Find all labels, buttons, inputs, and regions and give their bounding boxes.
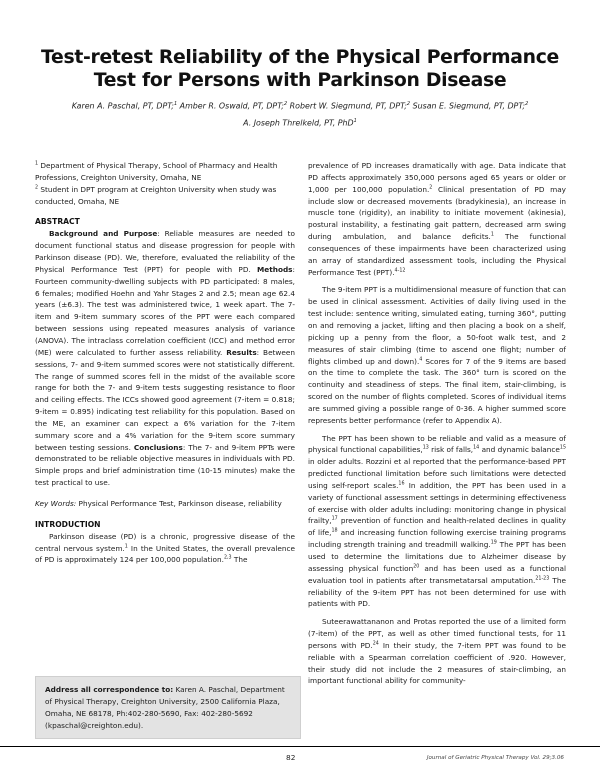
left-column: [35, 160, 295, 566]
citation: 4: [419, 357, 423, 363]
keywords-text: Physical Performance Test, Parkinson disease, reliability: [76, 498, 282, 508]
affil-marker: 2: [525, 101, 529, 107]
correspondence-details: Karen A. Paschal, Department of Physical Therapy, Creighton University, 2500 California Plaza, Omaha, NE 68178, Ph:402-280-5690, Fax: 402-280-5692 (kpaschal@creighton.edu).: [45, 685, 285, 730]
affiliation-1: [35, 160, 295, 184]
footer-rule: [0, 746, 600, 747]
introduction-paragraph: [35, 531, 295, 567]
introduction-heading: INTRODUCTION: [35, 519, 101, 529]
page-number: 82: [286, 753, 296, 762]
citation: 13: [422, 445, 429, 451]
affil-marker: 1: [353, 117, 357, 124]
citation: 16: [398, 481, 405, 487]
right-paragraph-1: [308, 160, 566, 278]
text-run: Suteerawattananon and Protas reported the use of a limited form (7-item) of the PPT, as well as other timed functional tests, for 11 persons with PD.: [308, 617, 566, 650]
text-run: The: [231, 555, 248, 565]
right-paragraph-3: [308, 433, 566, 611]
citation: 2,3: [223, 556, 232, 562]
right-paragraph-2: [308, 284, 566, 426]
author-line-1: [30, 97, 570, 114]
title-line-1: Test-retest Reliability of the Physical Performance: [41, 47, 559, 68]
author-paschal: Karen A. Paschal, PT, DPT;: [71, 101, 174, 111]
citation: 1: [124, 544, 128, 550]
text-run: The reliability of the 9-item PPT has not been determined for use with patients with PD.: [308, 575, 566, 609]
affiliations: [35, 160, 295, 207]
citation: 19: [490, 540, 497, 546]
text-run: and has been used as a functional evaluation tool in patients after transmetatarsal amputation.: [308, 563, 566, 585]
citation: 1: [490, 232, 494, 238]
affil-text: Department of Physical Therapy, School of Pharmacy and Health Professions, Creighton University, Omaha, NE: [35, 161, 278, 182]
text-run: Clinical presentation of PD may include slow or decreased movements (bradykinesia), an increase in muscle tone (rigidity), an inability to initiate movement (akinesia), postural instability, a festinating gait pattern, decreased arm swing during ambulation, and balance deficits.: [308, 184, 566, 242]
article-title: [40, 47, 560, 92]
affil-marker: 1: [173, 101, 178, 107]
text-run: In the United States, the overall prevalence of PD is approximately 124 per 100,000 population.: [35, 543, 295, 565]
text-run: Parkinson disease (PD) is a chronic, progressive disease of the central nervous system.: [35, 531, 295, 553]
background-label: Background and Purpose: [49, 229, 158, 239]
conclusions-label: Conclusions: [133, 442, 183, 452]
citation: 2: [429, 185, 433, 191]
text-run: prevention of function and health-related declines in quality of life,: [308, 516, 566, 538]
correspondence-text: [45, 684, 292, 731]
text-run: The PPT has been used to determine the limitations due to Alzheimer disease by assessing physical function: [308, 540, 566, 573]
text-run: The 9-item PPT is a multidimensional measure of function that can be used in clinical assessment. Activities of daily living used in the test include: sentence writing, simulated eating, turning 360°, putting on and removing a jacket, lifting and then placing a book on a shelf, picking up a penny from the floor, a 50-foot walk test, and 2 measures of stair climbing (time to ascend one flight; number of flights climbed up and down).: [308, 285, 566, 366]
results-text: : Between sessions, 7- and 9-item summed scores were not statistically different. The range of summed scores fell in the midst of the available score range for both the 7- and 9-item tests suggesting resistance to floor and ceiling effects. The ICCs showed good agreement (7-item = 0.818; 9-item = 0.895) indicating test reliability for this population. Based on the ME, an examiner can expect a 6% variation for the 7-item summary score and a 4% variation for the 9-item score summary between testing sessions.: [35, 347, 295, 452]
citation: 15: [559, 445, 566, 451]
text-run: and increasing function following exercise training programs including strength training and treadmill walking.: [308, 528, 566, 550]
keywords-label: Key Words:: [35, 498, 77, 508]
citation: 24: [372, 641, 379, 647]
author-line-2: [30, 114, 570, 131]
text-run: The PPT has been shown to be reliable and valid as a measure of physical functional capabilities,: [308, 433, 566, 455]
right-paragraph-4: [308, 616, 566, 687]
text-run: in older adults. Rozzini et al reported that the performance-based PPT predicted functional limitation before such limitations were detected using self-report scales.: [308, 457, 566, 490]
background-text: : Reliable measures are needed to document functional status and disease progression for people with Parkinson disease (PD). We, therefore, evaluated the reliability of the Physical Performance Test (PPT) for people with PD.: [35, 229, 295, 274]
citation: 17: [331, 517, 338, 523]
text-run: risk of falls,: [428, 445, 474, 455]
text-run: In their study, the 7-item PPT was found to be reliable with a Spearman correlation coefficient of .920. However, their study did not include the 2 measures of stair-climbing, an important functional ability for community-: [308, 640, 566, 686]
author-s-siegmund: Susan E. Siegmund, PT, DPT;: [412, 101, 526, 111]
affil-number: 2: [35, 185, 39, 191]
abstract-heading: ABSTRACT: [35, 217, 80, 227]
citation: 18: [331, 528, 338, 534]
citation: 20: [413, 564, 420, 570]
citation: 14: [473, 445, 480, 451]
text-run: In addition, the PPT has been used in a variety of functional assessment settings in determining effectiveness of exercise with older adults including: monitoring change in physical frailty,: [308, 480, 566, 526]
author-list: [30, 97, 570, 130]
citation: 4-12: [394, 268, 406, 274]
affil-text: Student in DPT program at Creighton University when study was conducted, Omaha, NE: [35, 184, 277, 206]
affil-number: 1: [35, 161, 39, 167]
methods-label: Methods: [257, 264, 293, 274]
citation: 21-23: [535, 576, 550, 582]
title-line-2: Test for Persons with Parkinson Disease: [93, 69, 507, 91]
affil-marker: 2: [283, 101, 288, 107]
correspondence-label: Address all correspondence to:: [45, 685, 174, 694]
correspondence-box: [35, 676, 301, 739]
journal-citation: Journal of Geriatric Physical Therapy Vol. 29;3.06: [426, 755, 564, 761]
author-r-siegmund: Robert W. Siegmund, PT, DPT;: [289, 101, 407, 111]
results-label: Results: [226, 347, 257, 357]
keywords: [35, 498, 295, 510]
abstract-body: [35, 228, 295, 489]
text-run: prevalence of PD increases dramatically with age. Data indicate that PD affects approximately 350,000 persons aged 65 years or older or 1,000 per 100,000 population.: [308, 161, 566, 194]
text-run: Scores for 7 of the 9 items are based on the time to complete the task. The 360° turn is scored on the continuity and steadiness of steps. The final item, stair-climbing, is scored on the number of flights completed. Scores of individual items are summed giving a possible range of 0-36. A higher summed score represents better performance (refer to Appendix A).: [308, 356, 566, 425]
author-threlkeld: A. Joseph Threlkeld, PT, PhD: [243, 118, 354, 128]
text-run: and dynamic balance: [479, 445, 560, 455]
affiliation-2: [35, 184, 295, 208]
conclusions-text: : The 7- and 9-item PPTs were demonstrated to be reliable objective measures in individuals with PD. Simple props and brief administration time (10-15 minutes) make the test practical to use.: [35, 442, 295, 488]
affil-marker: 2: [406, 101, 411, 107]
author-oswald: Amber R. Oswald, PT, DPT;: [179, 101, 284, 111]
text-run: The functional consequences of these impairments have been characterized using an array of standardized assessment tools, including the Physical Performance Test (PPT).: [308, 232, 566, 277]
right-column: [308, 160, 566, 687]
methods-text: : Fourteen community-dwelling subjects with PD participated: 8 males, 6 females; modified Hoehn and Yahr Stages 2 and 2.5; mean age 62.4 years (±6.3). The test was administered twice, 1 week apart. The 7-item and 9-item summary scores of the PPT were each compared between sessions using repeated measures analysis of variance (ANOVA). The intraclass correlation coefficient (ICC) and method error (ME) were calculated to further assess reliability.: [35, 264, 295, 357]
